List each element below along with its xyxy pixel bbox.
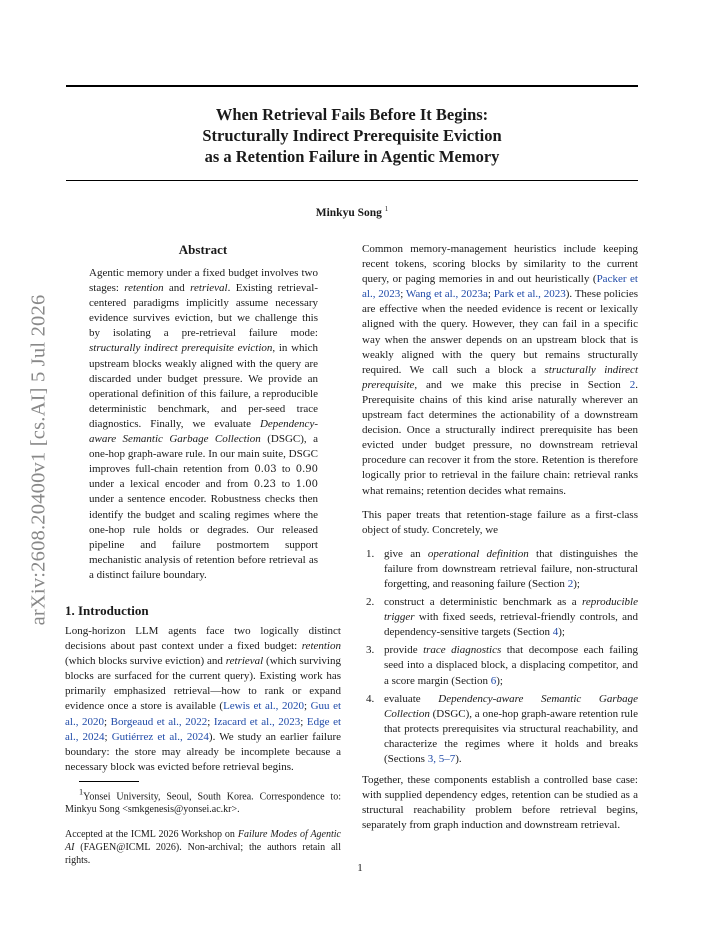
- section-ref-link[interactable]: 6: [490, 674, 497, 687]
- citation-link[interactable]: Park et al., 2023: [493, 288, 566, 301]
- author-affiliation-mark: 1: [384, 205, 389, 213]
- citation-link[interactable]: Gutiérrez et al., 2024: [111, 730, 209, 743]
- contributions-list: [362, 547, 638, 767]
- citation-link[interactable]: Guu et al., 2020: [65, 700, 342, 728]
- paragraph-contributions-intro: This paper treats that retention-stage failure as a first-class object of study. Concretely, we: [362, 508, 638, 536]
- citation-link[interactable]: Izacard et al., 2023: [213, 715, 301, 728]
- section-ref-link[interactable]: 2: [629, 378, 636, 391]
- citation-link[interactable]: Wang et al., 2023a: [405, 288, 488, 301]
- arxiv-sidebar-stamp: [28, 270, 50, 650]
- section-ref-link[interactable]: 4: [552, 626, 559, 639]
- list-item: 3. provide trace diagnostics that decompose each failing seed into a displaced block, a displacing competitor, and a score margin (Section 6);: [366, 644, 638, 687]
- author-name: Minkyu Song: [315, 206, 382, 219]
- list-item: 1. give an operational definition that distinguishes the failure from downstream retrieval failure, non-structural forgetting, and reasoning failure (Section 2);: [366, 547, 638, 590]
- abstract-text: Agentic memory under a fixed budget involves two stages: retention and retrieval. Existing retrieval-centered paradigms implicitly assume necessary evidence survives eviction, but we challenge this by isolating a pre-retrieval failure mode: structurally indirect prerequisite eviction, in which upstream blocks weakly aligned with the query are discarded under budget pressure. We provide an operational definition of this failure, a reproducible deterministic benchmark, and per-seed trace diagnostics. Finally, we evaluate Dependency-aware Semantic Garbage Collection (DSGC), a one-hop graph-aware rule. In our main suite, DSGC improves full-chain retention from 0.03 to 0.90 under a lexical encoder and from 0.23 to 1.00 under a sentence encoder. Robustness checks then identify the budget and scaling regimes where the one-hop rule holds or degrades. Our released pipeline and failure postmortem support mechanistic analysis of retention before retrieval as a distinct failure boundary.: [89, 267, 318, 581]
- right-column: [362, 242, 638, 833]
- title-line-2: Structurally Indirect Prerequisite Eviction: [202, 126, 502, 145]
- paper-title: [66, 104, 638, 167]
- list-item: 4. evaluate Dependency-aware Semantic Garbage Collection (DSGC), a one-hop graph-aware retention rule that protects prerequisites via structural reachability, and characterize the regimes where it holds and breaks (Sections 3, 5–7).: [366, 692, 638, 765]
- paragraph-heuristics: Common memory-management heuristics include keeping recent tokens, scoring blocks by similarity to the current query, or paging memories in and out heuristically (Packer et al., 2023; Wang et al., 2023a; Park et al., 2023). These policies are effective when the needed evidence is recent or lexically aligned with the query. However, they can fail in a specific way when the answer depends on an upstream block that is weakly aligned with the query but remains structurally required. We call such a block a structurally indirect prerequisite, and we make this precise in Section 2. Prerequisite chains of this kind arise naturally wherever an upstream fact determines the actionability of a downstream decision. Once a structurally indirect prerequisite has been evicted under budget pressure, no downstream retrieval procedure can recover it from the store. Retention is therefore logically prior to retrieval in the failure chain: retrieval ranks what remains; retention decides what remains.: [362, 243, 639, 497]
- title-bottom-rule: [66, 180, 638, 181]
- title-line-1: When Retrieval Fails Before It Begins:: [215, 105, 489, 124]
- section-ref-link[interactable]: 3, 5–7: [427, 753, 456, 765]
- left-column: [65, 242, 341, 867]
- paragraph-summary: Together, these components establish a controlled base case: with supplied dependency edges, retention can be studied as a structural reachability problem before retrieval begins, separately from graph induction and downstream retrieval.: [362, 774, 638, 832]
- abstract-heading: Abstract: [178, 242, 228, 257]
- footnote-rule: [79, 781, 139, 782]
- author-line: [66, 205, 638, 219]
- footnote: $^1$Yonsei University, Seoul, South Korea. Correspondence to: Minkyu Song <smkgenesis@yonsei.ac.kr>.: [65, 787, 341, 816]
- introduction-paragraph: Long-horizon LLM agents face two logically distinct decisions about past context under a fixed budget: retention (which blocks survive eviction) and retrieval (which surviving blocks are surfaced for the current query). Existing work has primarily emphasized retrieval—how to rank or expand evidence once a store is available (Lewis et al., 2020; Guu et al., 2020; Borgeaud et al., 2022; Izacard et al., 2023; Edge et al., 2024; Gutiérrez et al., 2024). We study an earlier failure boundary: the store may already be incomplete because a necessary block was evicted before retrieval begins.: [65, 624, 342, 773]
- introduction-heading: 1. Introduction: [65, 602, 149, 618]
- title-line-3: as a Retention Failure in Agentic Memory: [204, 147, 500, 166]
- citation-link[interactable]: Packer et al., 2023: [362, 273, 638, 301]
- citation-link[interactable]: Lewis et al., 2020: [223, 700, 304, 713]
- venue-notice: Accepted at the ICML 2026 Workshop on Failure Modes of Agentic AI (FAGEN@ICML 2026). Non-archival; the authors retain all rights.: [65, 829, 341, 867]
- citation-link[interactable]: Borgeaud et al., 2022: [110, 715, 208, 728]
- top-rule: [66, 85, 638, 87]
- arxiv-identifier: arXiv:2608.20400v1 [cs.AI] 5 Jul 2026: [27, 294, 50, 626]
- citation-link[interactable]: Edge et al., 2024: [65, 715, 342, 743]
- section-ref-link[interactable]: 2: [567, 577, 574, 590]
- list-item: 2. construct a deterministic benchmark as a reproducible trigger with fixed seeds, retrieval-friendly controls, and dependency-sensitive targets (Section 4);: [366, 596, 638, 639]
- page-number: 1: [357, 862, 363, 874]
